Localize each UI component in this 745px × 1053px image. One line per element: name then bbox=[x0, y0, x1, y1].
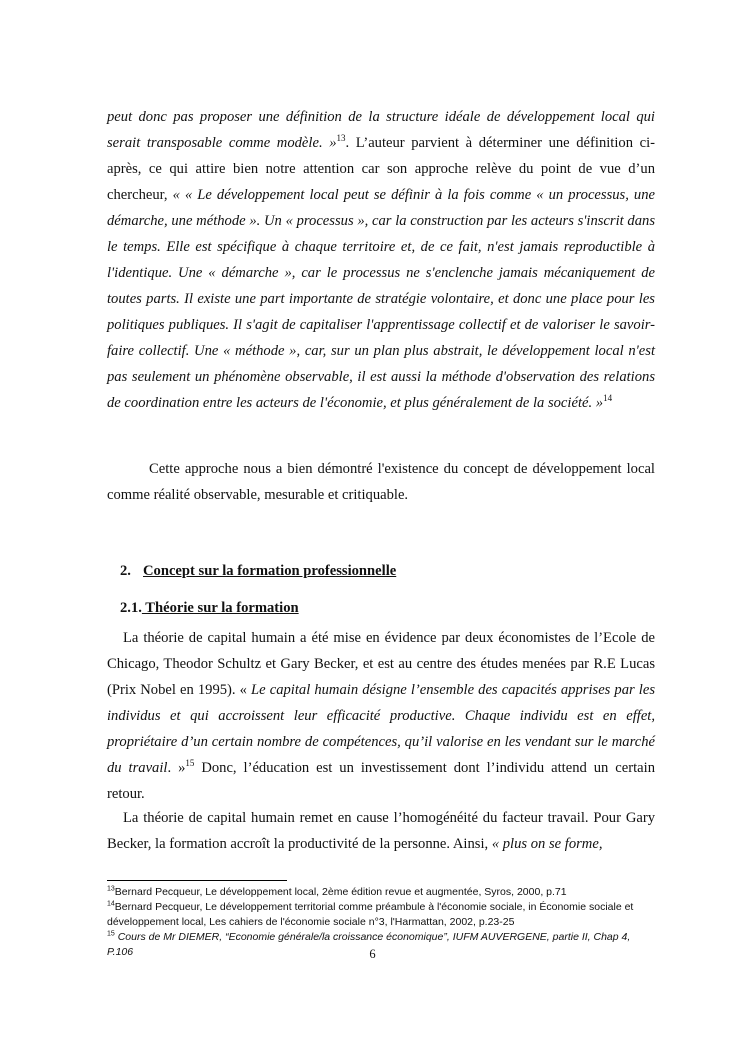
footnote-number: 15 bbox=[107, 930, 115, 938]
body-text: La théorie de capital humain remet en cause l’homogénéité du facteur travail. Pour Gary Becker, la formation accroît la productivité de la personne. Ainsi, bbox=[107, 810, 655, 852]
paragraph-approach: Cette approche nous a bien démontré l'existence du concept de développement local comme réalité observable, mesurable et critiquable. bbox=[107, 461, 655, 503]
body-text: La théorie de capital humain a été mise en évidence par deux économistes de l’Ecole de Chicago, Theodor Schultz et Gary Becker, et est au centre des études menées par R.E Lucas (Prix Nobel en 1995). « bbox=[107, 630, 655, 698]
footnote-14 bbox=[107, 900, 647, 930]
section-heading bbox=[120, 563, 396, 580]
footnote-number: 14 bbox=[107, 900, 115, 908]
footnote-ref-14[interactable]: 14 bbox=[603, 393, 613, 404]
footnote-text: Bernard Pecqueur, Le développement local, 2ème édition revue et augmentée, Syros, 2000, p.71 bbox=[114, 886, 567, 898]
subsection-number: 2.1. bbox=[120, 600, 142, 616]
quote-text-italic: peut donc pas proposer une définition de la structure idéale de développement local qui serait transposable comme modèle. » bbox=[107, 109, 655, 151]
quote-text-italic: « « Le développement local peut se définir à la fois comme « un processus, une démarche, une méthode ». Un « processus », car la construction par les acteurs s'inscrit dans le temps. Elle est spécifique à chaque territoire et, de ce fait, n'est jamais reproductible à l'identique. Une « démarche », car le processus ne s'enclenche jamais mécaniquement de toutes parts. Il existe une part importante de stratégie volontaire, et donc une place pour les politiques publiques. Il s'agit de capitaliser l'apprentissage collectif et de valoriser le savoir-faire collectif. Une « méthode », car, sur un plan plus abstrait, le développement local n'est pas seulement un phénomène observable, il est aussi la méthode d'observation des relations de coordination entre les acteurs de l'économie, et plus généralement de la société. » bbox=[107, 187, 655, 411]
footnote-13 bbox=[107, 885, 647, 900]
footnote-ref-15[interactable]: 15 bbox=[185, 758, 195, 769]
subsection-title: Théorie sur la formation bbox=[141, 600, 299, 616]
paragraph-becker bbox=[107, 805, 655, 857]
body-text: . » bbox=[167, 760, 186, 776]
quote-text-italic: « plus on se forme, bbox=[491, 836, 603, 852]
section-number: 2. bbox=[120, 563, 131, 579]
body-text: Donc, l’éducation est un investissement dont l’individu attend un certain retour. bbox=[107, 760, 655, 802]
footnote-ref-13[interactable]: 13 bbox=[336, 133, 346, 144]
footnote-number: 13 bbox=[107, 885, 115, 893]
section-title: Concept sur la formation professionnelle bbox=[143, 563, 397, 579]
subsection-heading bbox=[120, 600, 299, 617]
footnote-text: Cours de Mr DIEMER, “Economie générale/la croissance économique”, IUFM AUVERGENE, partie II, Chap 4, P.106 bbox=[107, 931, 631, 958]
paragraph-definition-quote bbox=[107, 104, 655, 416]
page-number: 6 bbox=[369, 947, 376, 961]
body-text: . L’auteur parvient à déterminer une définition ci-après, ce qui attire bien notre attention car son approche relève du point de vue d’un chercheur, bbox=[107, 135, 655, 203]
quote-text-italic: Le capital humain désigne l’ensemble des capacités apprises par les individus et qui accroissent leur efficacité productive. Chaque individu est en effet, propriétaire d’un certain nombre de compétences, qu’il valorise en les vendant sur le marché du travail bbox=[107, 682, 655, 776]
footnote-text: Bernard Pecqueur, Le développement territorial comme préambule à l'économie sociale, in Économie sociale et développement local, Les cahiers de l'économie sociale n°3, l'Harmattan, 2002, p.23-25 bbox=[107, 901, 634, 928]
paragraph-human-capital bbox=[107, 625, 655, 807]
footnote-separator bbox=[107, 880, 287, 881]
